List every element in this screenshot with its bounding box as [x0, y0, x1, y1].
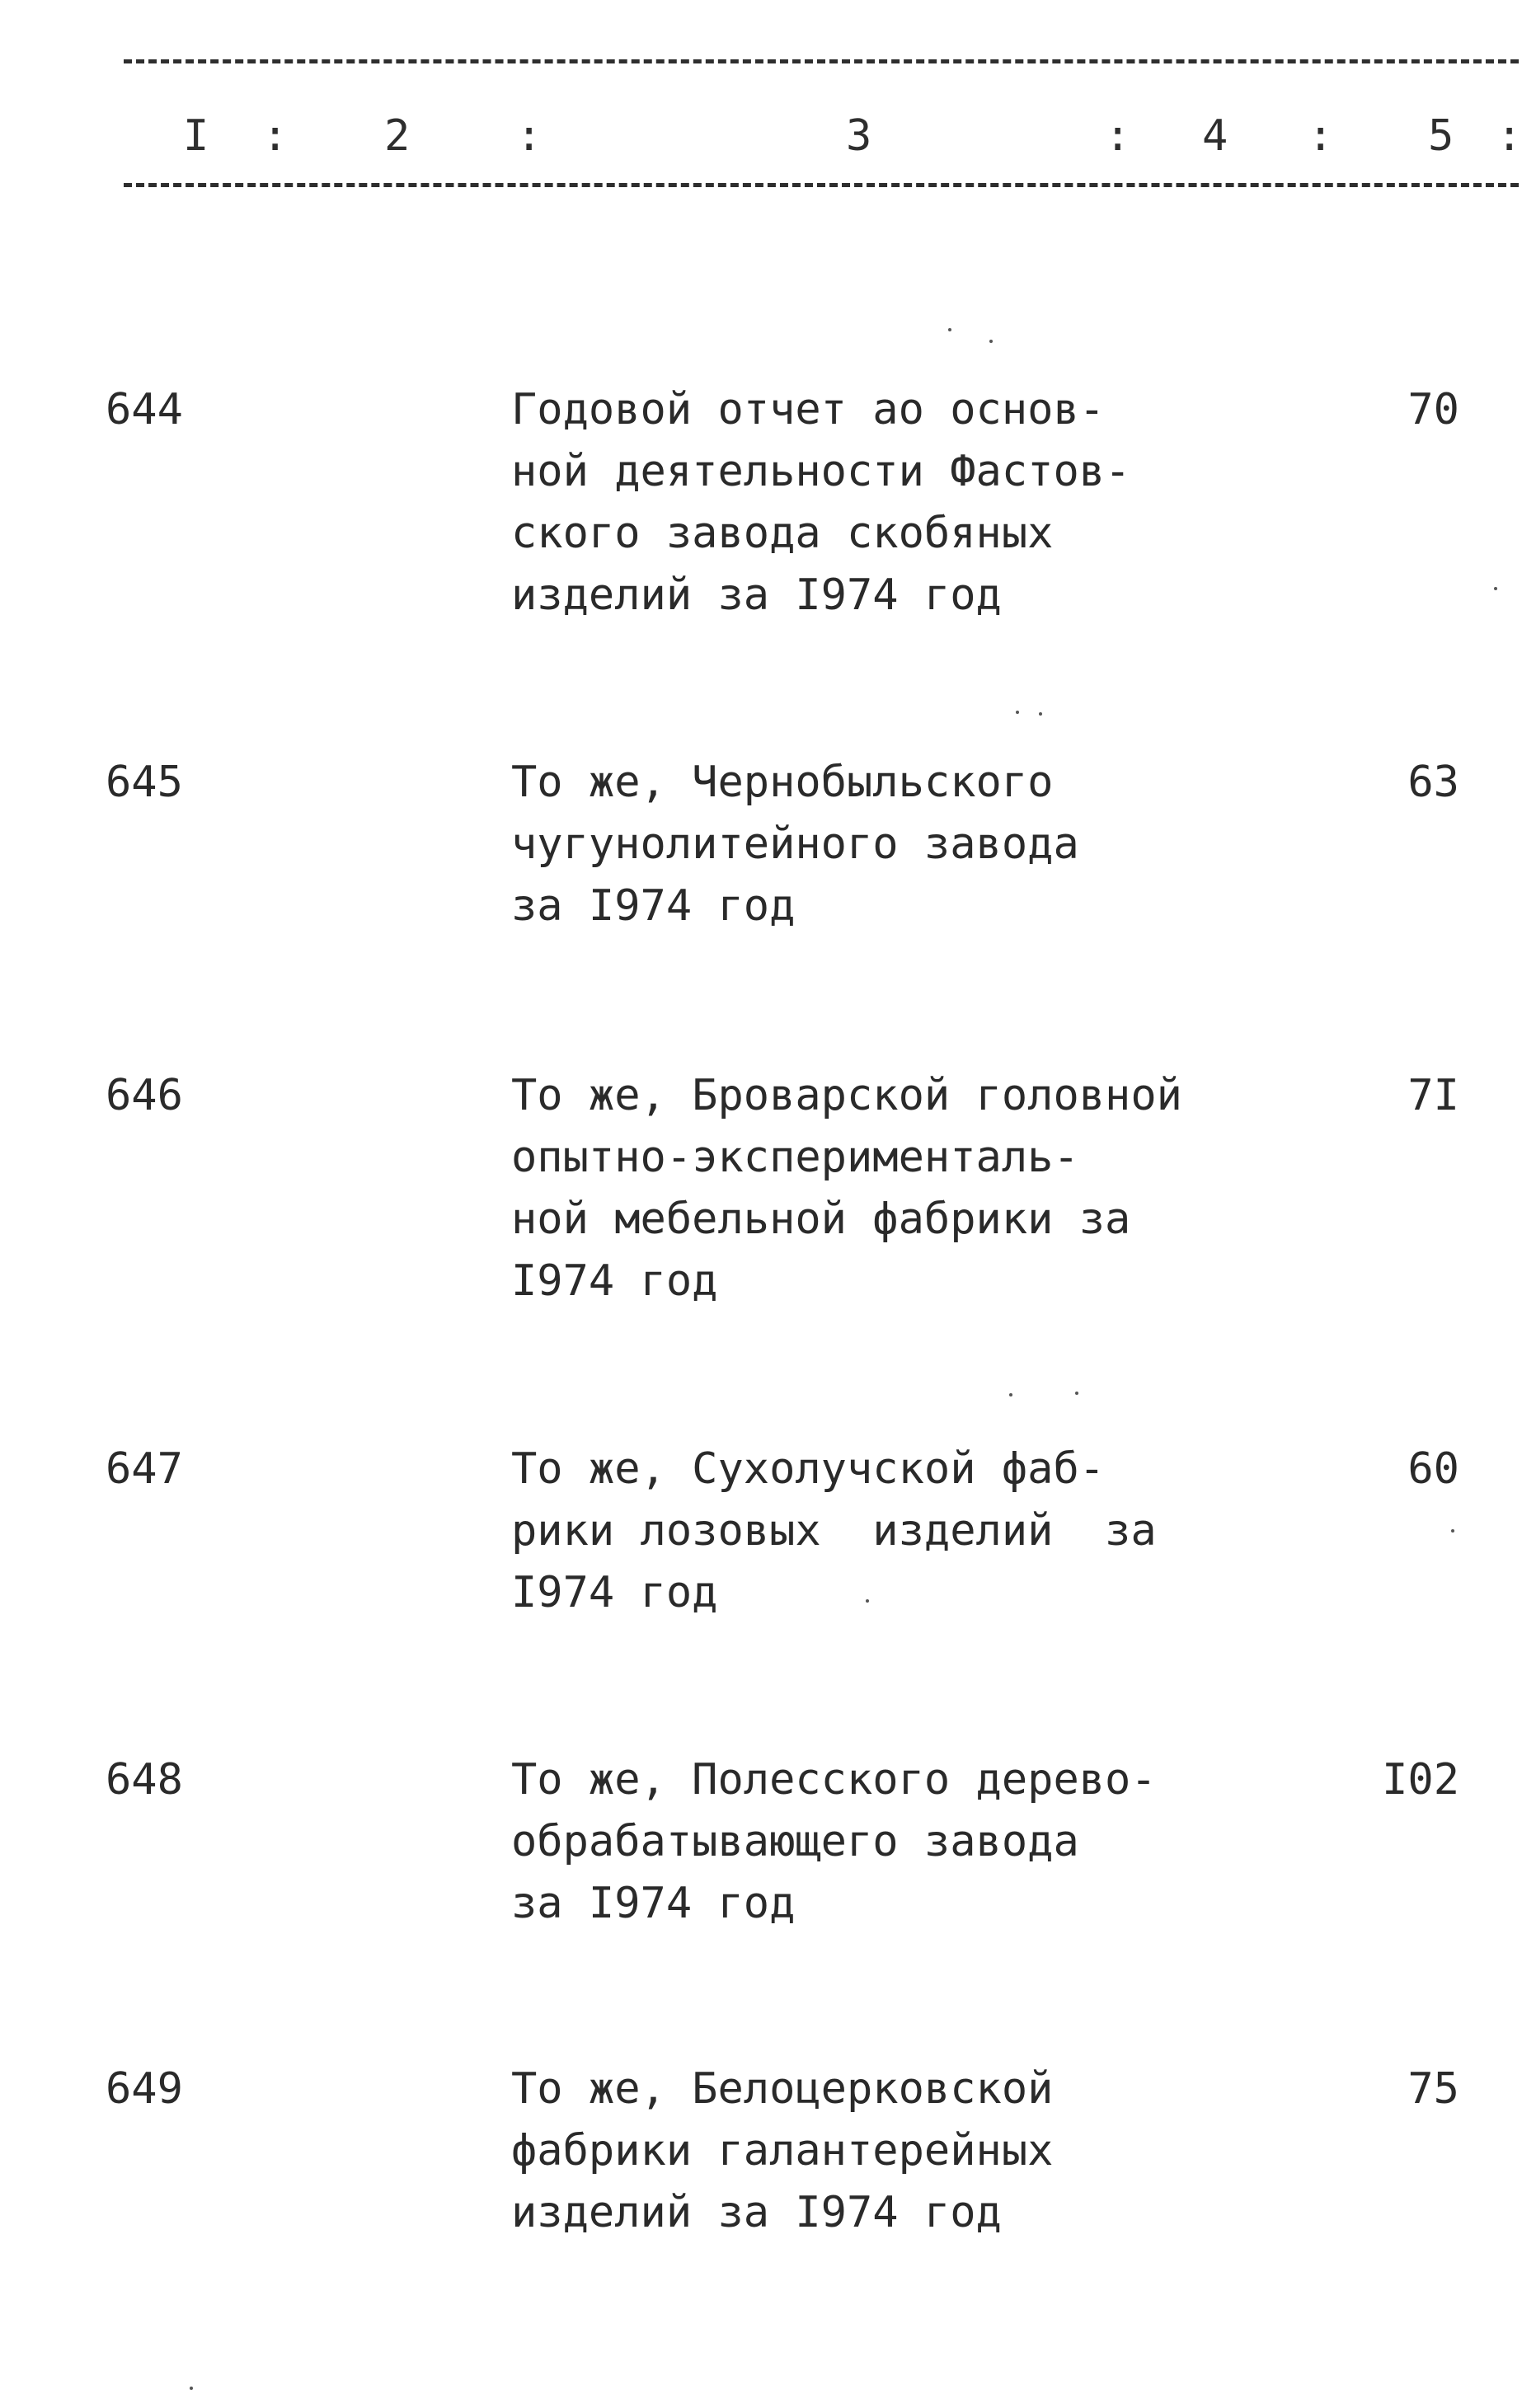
record-title-line: I974 год — [511, 1256, 718, 1306]
sheet-count: 75 — [1407, 2064, 1459, 2114]
record-number: 644 — [106, 385, 183, 434]
scan-speck — [1039, 712, 1042, 716]
scan-speck — [1075, 1392, 1078, 1395]
header-col-4: 4 — [1202, 111, 1228, 161]
header-col-3: 3 — [846, 111, 872, 161]
record-title — [511, 1749, 1253, 1935]
record-number: 648 — [106, 1755, 183, 1805]
record-title-line: обрабатывающего завода — [511, 1817, 1079, 1866]
header-col-1: I — [183, 111, 209, 161]
record-title-line: ского завода скобяных — [511, 509, 1054, 558]
header-top-rule — [124, 59, 1519, 63]
record-title-line: То же, Чернобыльского — [511, 758, 1054, 807]
record-title-line: изделий за I974 год — [511, 2188, 1002, 2237]
scan-speck — [190, 2387, 193, 2390]
record-title-line: То же, Броварской головной — [511, 1071, 1182, 1120]
sheet-count: 60 — [1407, 1444, 1459, 1494]
record-number: 647 — [106, 1444, 183, 1494]
record-title-line: I974 год — [511, 1568, 718, 1617]
record-title-line: То же, Полесского дерево- — [511, 1755, 1157, 1805]
scan-speck — [1016, 711, 1019, 714]
scan-speck — [1494, 587, 1497, 590]
record-number: 646 — [106, 1071, 183, 1120]
sheet-count: I02 — [1382, 1755, 1459, 1805]
header-col-5: 5 — [1428, 111, 1454, 161]
header-bottom-rule — [124, 183, 1519, 187]
record-title-line: То же, Белоцерковской — [511, 2064, 1054, 2114]
record-title — [511, 1439, 1253, 1624]
header-separator-5: : — [1496, 111, 1522, 161]
record-title-line: То же, Сухолучской фаб- — [511, 1444, 1106, 1494]
sheet-count: 70 — [1407, 385, 1459, 434]
scan-speck — [1009, 1393, 1012, 1396]
record-number: 649 — [106, 2064, 183, 2114]
record-title-line: рики лозовых изделий за — [511, 1506, 1157, 1556]
record-title — [511, 752, 1253, 937]
record-title — [511, 1065, 1253, 1312]
record-title-line: фабрики галантерейных — [511, 2126, 1054, 2176]
record-title — [511, 2058, 1253, 2244]
scan-speck — [1451, 1529, 1454, 1533]
record-title-line: опытно-эксперименталь- — [511, 1133, 1079, 1182]
scan-speck — [866, 1599, 869, 1603]
record-number: 645 — [106, 758, 183, 807]
record-title-line: за I974 год — [511, 1879, 796, 1928]
header-separator-2: : — [516, 111, 543, 161]
record-title — [511, 379, 1253, 627]
scan-speck — [989, 340, 993, 343]
record-title-line: ной мебельной фабрики за — [511, 1195, 1131, 1244]
record-title-line: изделий за I974 год — [511, 570, 1002, 620]
header-separator-4: : — [1308, 111, 1334, 161]
sheet-count: 7I — [1407, 1071, 1459, 1120]
record-title-line: чугунолитейного завода — [511, 819, 1079, 869]
record-title-line: ной деятельности Фастов- — [511, 447, 1131, 496]
header-separator-1: : — [262, 111, 289, 161]
sheet-count: 63 — [1407, 758, 1459, 807]
header-separator-3: : — [1105, 111, 1131, 161]
record-title-line: Годовой отчет ао основ- — [511, 385, 1106, 434]
record-title-line: за I974 год — [511, 881, 796, 931]
scan-speck — [948, 328, 951, 331]
header-col-2: 2 — [384, 111, 411, 161]
